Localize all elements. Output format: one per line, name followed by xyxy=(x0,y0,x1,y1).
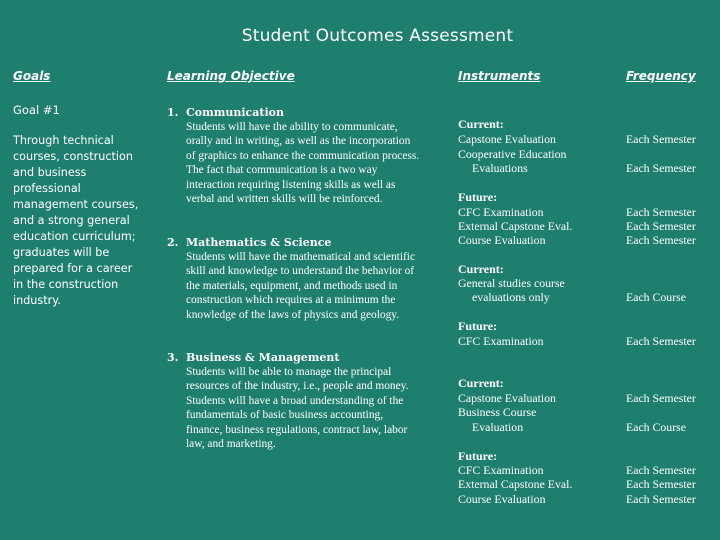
future-label: Future: xyxy=(458,319,498,333)
objective-2-number: 2. xyxy=(167,236,179,249)
instrument-item: Business Course xyxy=(458,405,537,419)
current-label: Current: xyxy=(458,262,504,276)
objective-3-number: 3. xyxy=(167,351,179,364)
objective-2-description: Students will have the mathematical and scientific skill and knowledge to understand the behavior of the materials, equipment, and methods used in construction which requires at a minimum the knowledge of the laws of physics and geology. xyxy=(186,251,416,321)
frequency-item: Each Semester xyxy=(626,132,696,146)
instrument-item: Cooperative Education xyxy=(458,147,567,161)
objective-header: Learning Objective xyxy=(167,69,295,83)
instrument-item: Evaluation xyxy=(472,420,524,434)
instrument-item: Course Evaluation xyxy=(458,233,546,247)
objective-2-title xyxy=(167,236,331,249)
frequency-item: Each Course xyxy=(626,290,686,304)
objective-2-name: Mathematics & Science xyxy=(186,236,332,249)
goal-title: Goal #1 xyxy=(13,103,60,117)
instrument-item: CFC Examination xyxy=(458,334,544,348)
frequency-item: Each Semester xyxy=(626,205,696,219)
frequency-item: Each Semester xyxy=(626,233,696,247)
frequency-item: Each Semester xyxy=(626,492,696,506)
frequency-item: Each Semester xyxy=(626,334,696,348)
instrument-item: CFC Examination xyxy=(458,463,544,477)
instrument-item: External Capstone Eval. xyxy=(458,219,573,233)
instrument-item: evaluations only xyxy=(472,290,550,304)
instrument-item: General studies course xyxy=(458,276,565,290)
future-label: Future: xyxy=(458,449,498,463)
objective-1-number: 1. xyxy=(167,106,179,119)
instrument-item: CFC Examination xyxy=(458,205,544,219)
instrument-item: Capstone Evaluation xyxy=(458,391,556,405)
objective-3-description: Students will be able to manage the principal resources of the industry, i.e., people and money. Students will have a broad understanding of the fundamentals of basic business accounting, finance, business regulations, contract law, labor law, and marketing. xyxy=(186,366,409,451)
future-label: Future: xyxy=(458,190,498,204)
instruments-header: Instruments xyxy=(458,69,541,83)
objective-1-title xyxy=(167,106,284,119)
current-label: Current: xyxy=(458,376,504,390)
instrument-item: Capstone Evaluation xyxy=(458,132,556,146)
frequency-item: Each Course xyxy=(626,420,686,434)
frequency-item: Each Semester xyxy=(626,463,696,477)
instrument-item: Evaluations xyxy=(472,161,528,175)
objective-3-title xyxy=(167,351,339,364)
frequency-header: Frequency xyxy=(626,69,696,83)
frequency-item: Each Semester xyxy=(626,161,696,175)
page-title: Student Outcomes Assessment xyxy=(241,26,514,46)
instrument-item: Course Evaluation xyxy=(458,492,546,506)
goals-header: Goals xyxy=(13,69,51,83)
frequency-item: Each Semester xyxy=(626,219,696,233)
objective-3-name: Business & Management xyxy=(186,351,340,364)
objective-1-name: Communication xyxy=(186,106,284,119)
frequency-item: Each Semester xyxy=(626,477,696,491)
current-label: Current: xyxy=(458,117,504,131)
goal-description: Through technical courses, construction and business professional management courses, and a strong general education curriculum; graduates will be prepared for a career in the construction industry. xyxy=(13,134,139,307)
objective-1-description: Students will have the ability to communicate, orally and in writing, as well as the incorporation of graphics to enhance the communication process. The fact that communication is a two way interaction requiring listening skills as well as verbal and written skills will be reinforced. xyxy=(186,121,420,206)
frequency-item: Each Semester xyxy=(626,391,696,405)
instrument-item: External Capstone Eval. xyxy=(458,477,573,491)
